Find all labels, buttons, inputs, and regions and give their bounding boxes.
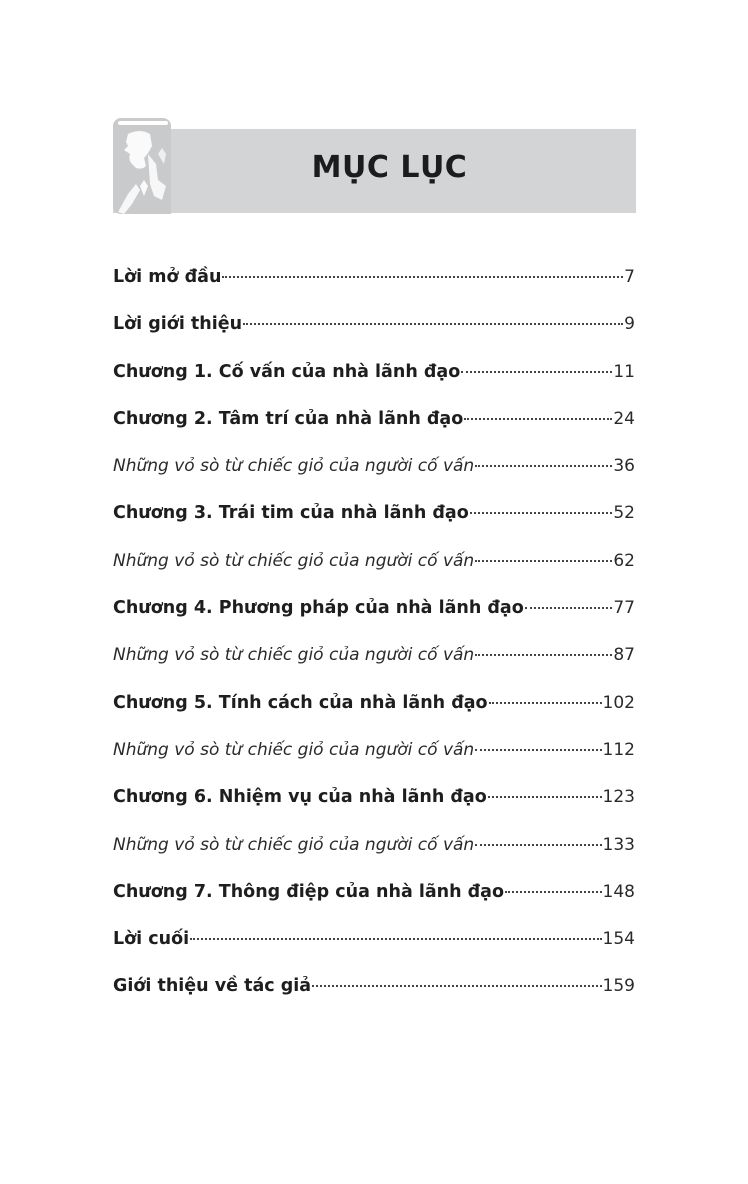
toc-entry-page: 77 xyxy=(613,598,635,619)
toc-entry-page: 36 xyxy=(613,456,635,477)
toc-entry-page: 62 xyxy=(613,550,635,571)
toc-entry-page: 87 xyxy=(613,645,635,666)
toc-entry-label: Chương 4. Phương pháp của nhà lãnh đạo xyxy=(113,598,524,619)
dot-leader xyxy=(475,560,612,562)
toc-entry-label: Lời mở đầu xyxy=(113,267,222,287)
dot-leader xyxy=(475,465,612,467)
table-of-contents xyxy=(113,262,635,1019)
toc-entry-label: Chương 1. Cố vấn của nhà lãnh đạo xyxy=(113,361,461,382)
toc-entry-page: 123 xyxy=(602,787,635,808)
dot-leader xyxy=(243,323,623,325)
page-title: MỤC LỤC xyxy=(311,150,468,185)
toc-entry-label: Chương 7. Thông điệp của nhà lãnh đạo xyxy=(113,881,505,902)
dot-leader xyxy=(475,844,601,846)
toc-entry[interactable] xyxy=(113,404,635,451)
dot-leader xyxy=(505,891,602,893)
dot-leader xyxy=(222,276,623,278)
toc-entry[interactable] xyxy=(113,309,635,356)
toc-entry-label: Lời giới thiệu xyxy=(113,314,243,335)
dot-leader xyxy=(470,512,613,514)
toc-entry-label: Những vỏ sò từ chiếc giỏ của người cố vấn xyxy=(113,834,475,855)
toc-entry-page: 159 xyxy=(602,976,635,997)
toc-entry[interactable] xyxy=(113,877,635,924)
dot-leader xyxy=(312,985,601,987)
toc-entry-page: 7 xyxy=(624,267,635,287)
toc-entry[interactable] xyxy=(113,735,635,782)
toc-entry[interactable] xyxy=(113,830,635,877)
toc-entry-page: 11 xyxy=(613,361,635,382)
dot-leader xyxy=(488,796,602,798)
dot-leader xyxy=(489,702,602,704)
toc-entry-page: 24 xyxy=(613,408,635,429)
toc-entry-label: Chương 6. Nhiệm vụ của nhà lãnh đạo xyxy=(113,787,487,808)
dot-leader xyxy=(461,371,612,373)
toc-entry-label: Những vỏ sò từ chiếc giỏ của người cố vấn xyxy=(113,456,475,477)
dot-leader xyxy=(190,938,601,940)
dot-leader xyxy=(475,654,612,656)
toc-entry-page: 112 xyxy=(602,739,635,760)
toc-entry-label: Chương 3. Trái tim của nhà lãnh đạo xyxy=(113,503,469,524)
toc-entry[interactable] xyxy=(113,593,635,640)
toc-entry[interactable] xyxy=(113,546,635,593)
toc-entry[interactable] xyxy=(113,357,635,404)
dot-leader xyxy=(525,607,613,609)
toc-entry[interactable] xyxy=(113,782,635,829)
toc-entry-page: 154 xyxy=(602,929,635,950)
toc-entry-page: 133 xyxy=(602,834,635,855)
toc-entry[interactable] xyxy=(113,262,635,309)
toc-entry-label: Những vỏ sò từ chiếc giỏ của người cố vấn xyxy=(113,550,475,571)
toc-entry[interactable] xyxy=(113,451,635,498)
toc-entry-label: Những vỏ sò từ chiếc giỏ của người cố vấn xyxy=(113,739,475,760)
toc-entry[interactable] xyxy=(113,688,635,735)
toc-entry-label: Lời cuối xyxy=(113,929,190,950)
toc-entry[interactable] xyxy=(113,924,635,971)
toc-entry-label: Chương 5. Tính cách của nhà lãnh đạo xyxy=(113,692,488,713)
toc-entry[interactable] xyxy=(113,498,635,545)
toc-entry[interactable] xyxy=(113,971,635,1018)
dot-leader xyxy=(464,418,612,420)
toc-entry-label: Giới thiệu về tác giả xyxy=(113,976,312,997)
toc-entry-page: 102 xyxy=(602,692,635,713)
toc-entry-page: 9 xyxy=(624,314,635,335)
toc-entry-page: 52 xyxy=(613,503,635,524)
dot-leader xyxy=(475,749,601,751)
toc-entry-page: 148 xyxy=(602,881,635,902)
toc-entry-label: Những vỏ sò từ chiếc giỏ của người cố vấn xyxy=(113,645,475,666)
toc-entry[interactable] xyxy=(113,640,635,687)
toc-entry-label: Chương 2. Tâm trí của nhà lãnh đạo xyxy=(113,408,464,429)
